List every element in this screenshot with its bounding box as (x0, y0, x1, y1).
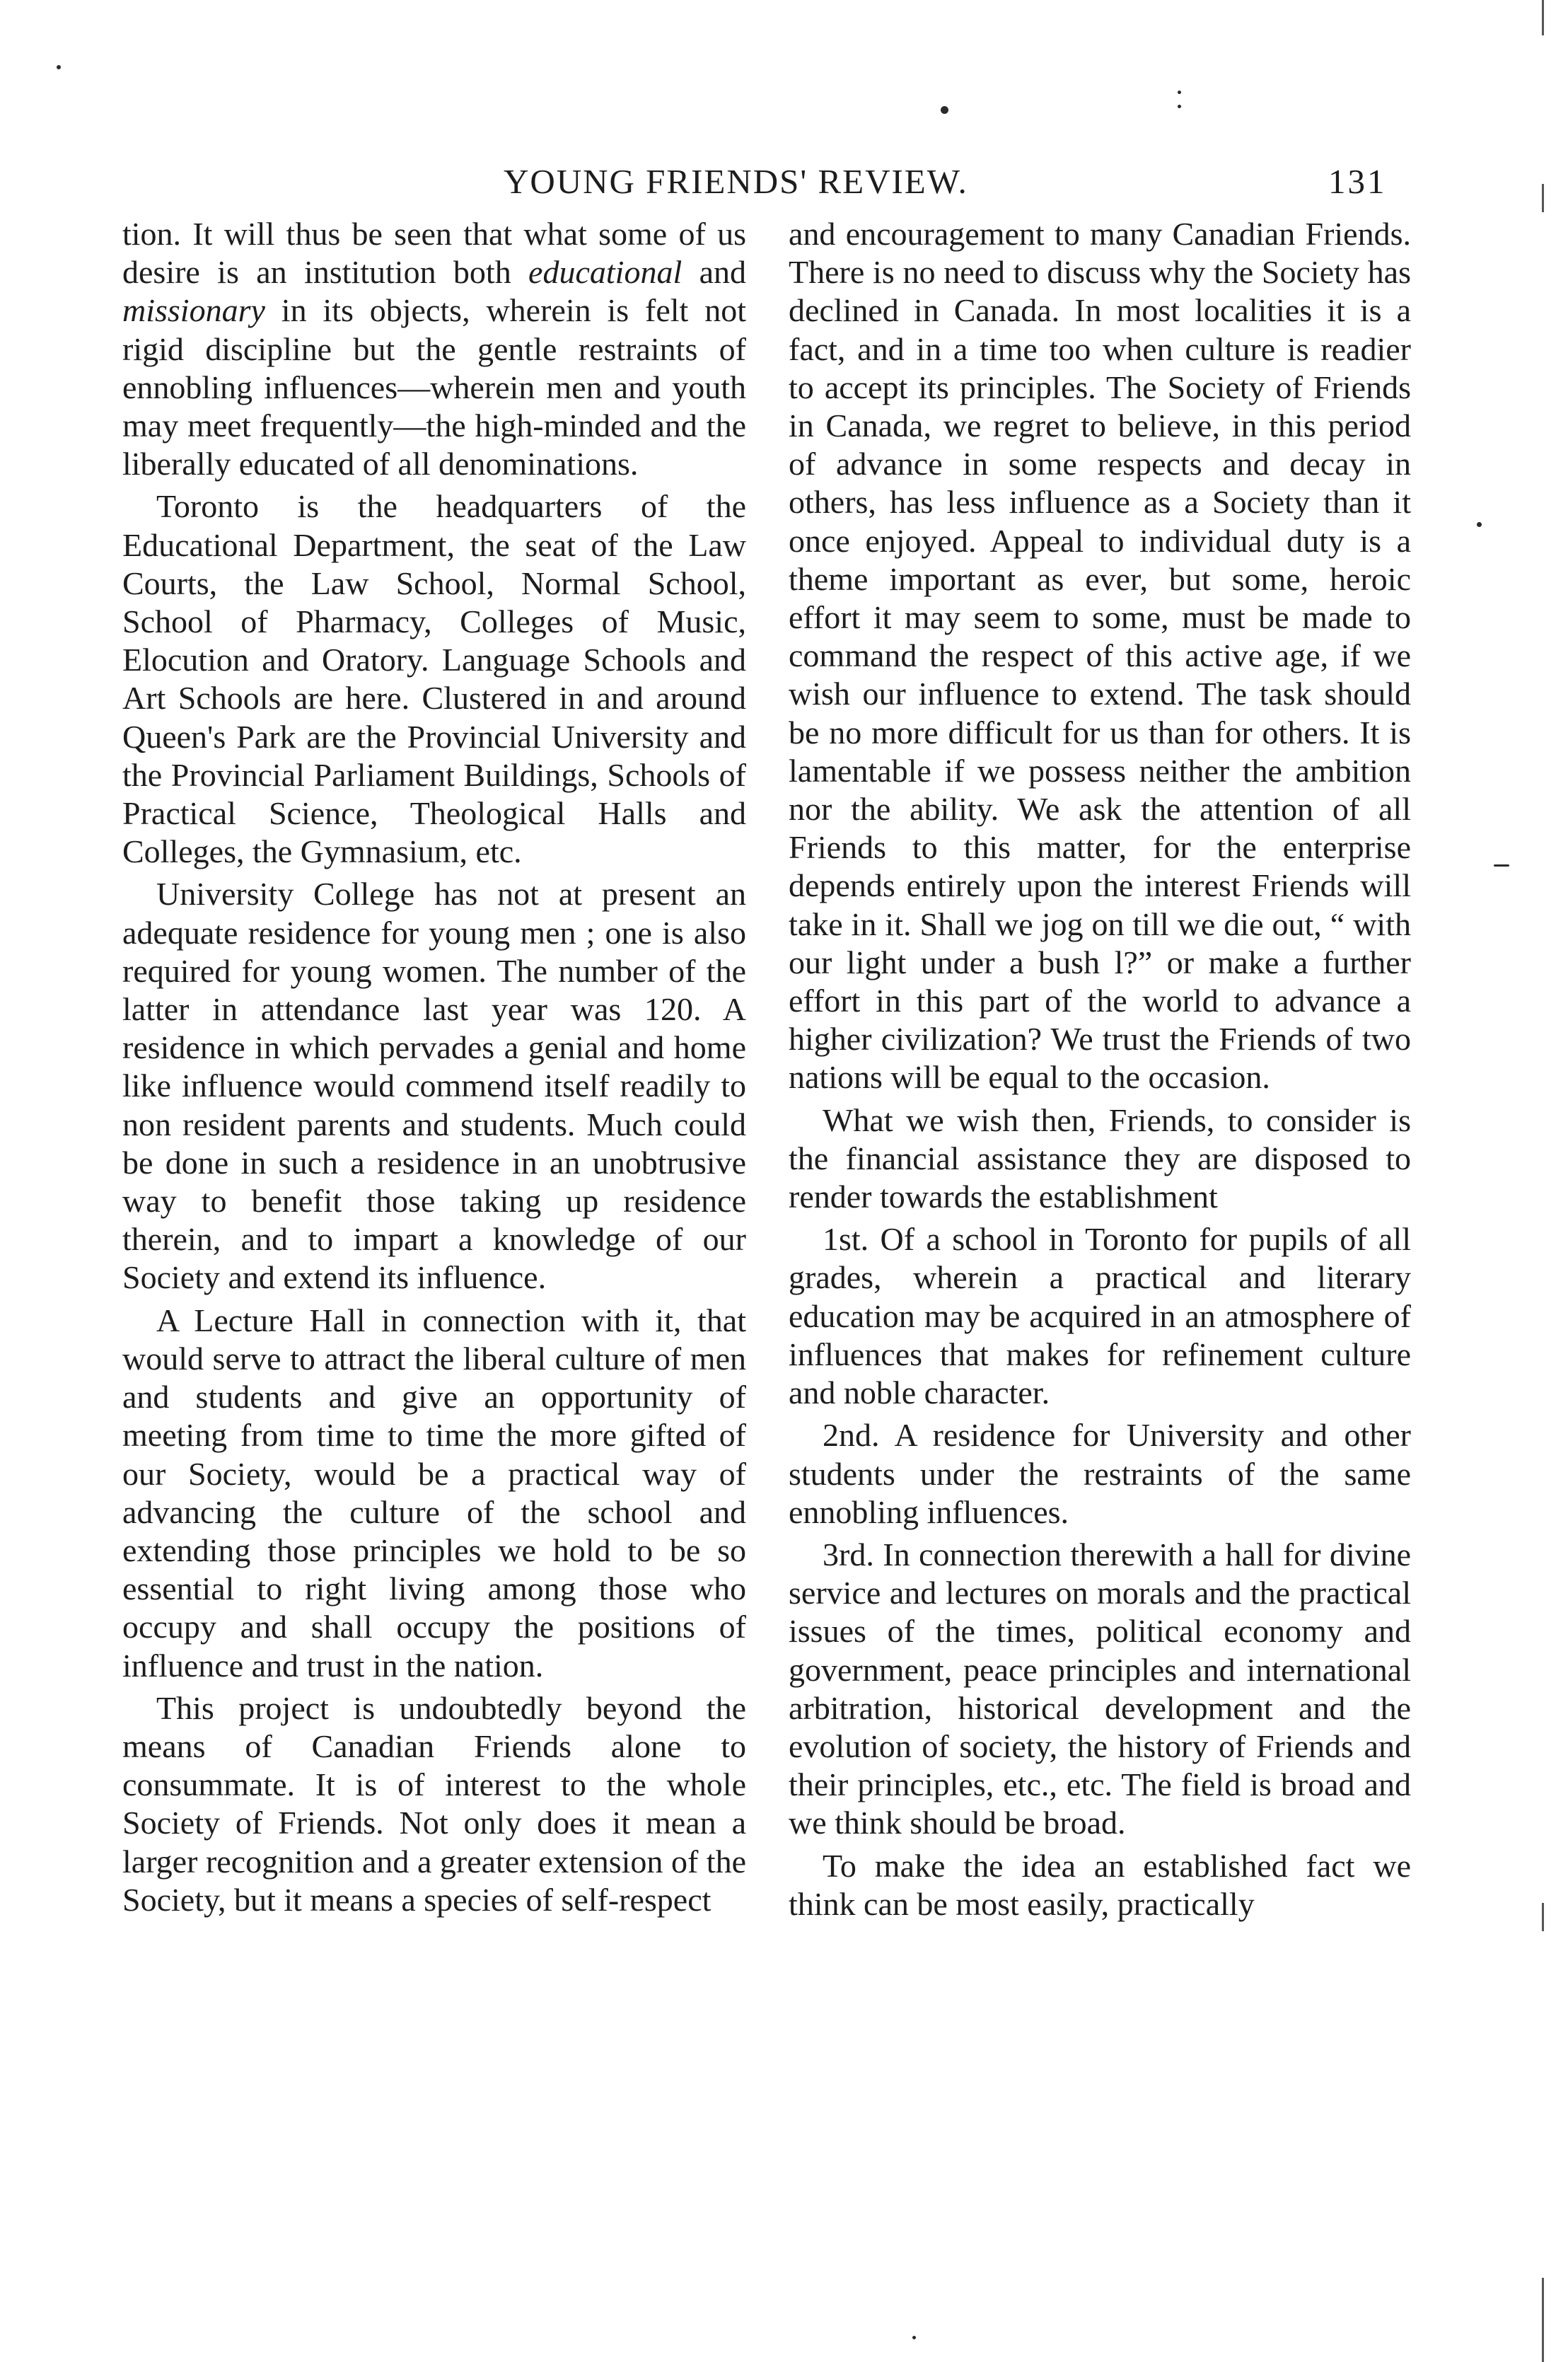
right-paragraph-5: 3rd. In connection therewith a hall for divine service and lectures on morals and the practical issues of the times, political economy and government, peace principles and international arbitration, historical development and the evolution of society, the history of Friends and their principles, etc., etc. The field is broad and we think should be broad. (789, 1536, 1411, 1841)
right-paragraph-6: To make the idea an established fact we think can be most easily, practically (789, 1847, 1411, 1922)
scan-speck (941, 106, 948, 114)
right-column (789, 215, 1411, 1928)
left-paragraph-5: This project is undoubtedly beyond the means of Canadian Friends alone to consummate. It is of interest to the whole Society of Friends. Not only does it mean a larger recognition and a greater extension of the Society, but it means a species of self-respect (122, 1689, 746, 1918)
scan-edge-mark (1542, 1903, 1544, 1931)
left-column (122, 215, 746, 1923)
right-paragraph-3: 1st. Of a school in Toronto for pupils of all grades, wherein a practical and literary education may be acquired in an atmosphere of influences that makes for refinement culture and noble character. (789, 1221, 1411, 1411)
scan-speck (1178, 105, 1181, 108)
left-p1-italic-educational: educational (528, 254, 683, 291)
left-paragraph-2: Toronto is the headquarters of the Educational Department, the seat of the Law Courts, the Law School, Normal School, School of Pharmacy, Colleges of Music, Elocution and Oratory. Language Schools and Art Schools are here. Clustered in and around Queen's Park are the Provincial University and the Provincial Parliament Buildings, Schools of Practical Science, Theological Halls and Colleges, the Gymnasium, etc. (122, 488, 746, 870)
left-p1-end: in its objects, wherein is felt not rigid discipline but the gentle restraints of ennobling influences—wherein men and youth may meet frequently—the high-minded and the liberally educated of all denominations. (122, 292, 746, 482)
scan-speck (1178, 91, 1181, 94)
scan-speck (57, 65, 61, 69)
left-p1-mid: and (682, 254, 747, 291)
scan-speck (1494, 864, 1509, 867)
scan-edge-mark (1542, 184, 1544, 212)
left-paragraph-1 (122, 215, 746, 483)
right-paragraph-4: 2nd. A residence for University and other students under the restraints of the same ennobling influences. (789, 1417, 1411, 1530)
left-paragraph-4: A Lecture Hall in connection with it, that would serve to attract the liberal culture of men and students and give an opportunity of meeting from time to time the more gifted of our Society, would be a practical way of advancing the culture of the school and extending those principles we hold to be so essential to right living among those who occupy and shall occupy the positions of influence and trust in the nation. (122, 1302, 746, 1684)
scan-speck (912, 2336, 916, 2339)
right-paragraph-2: What we wish then, Friends, to consider is the financial assistance they are disposed to render towards the establishment (789, 1101, 1411, 1215)
page-number: 131 (1328, 162, 1387, 201)
scan-speck (1477, 522, 1482, 527)
scan-edge-mark (1542, 0, 1544, 35)
left-p1-italic-missionary: missionary (122, 292, 265, 329)
left-paragraph-3: University College has not at present an adequate residence for young men ; one is also required for young women. The number of the latter in attendance last year was 120. A residence in which pervades a genial and home like influence would commend itself readily to non resident parents and students. Much could be done in such a residence in an unobtrusive way to benefit those taking up residence therein, and to impart a knowledge of our Society and extend its influence. (122, 876, 746, 1296)
journal-title: YOUNG FRIENDS' REVIEW. (504, 162, 968, 201)
left-p1-start: tion. It will thus be seen that what some of us desire is an institution both (122, 216, 746, 291)
scan-edge-mark (1542, 2278, 1544, 2362)
right-paragraph-1: and encouragement to many Canadian Friends. There is no need to discuss why the Society has declined in Canada. In most localities it is a fact, and in a time too when culture is readier to accept its principles. The Society of Friends in Canada, we regret to believe, in this period of advance in some respects and decay in others, has less influence as a Society than it once enjoyed. Appeal to individual duty is a theme important as ever, but some, heroic effort it may seem to some, must be made to command the respect of this active age, if we wish our influence to extend. The task should be no more difficult for us than for others. It is lamentable if we possess neither the ambition nor the ability. We ask the attention of all Friends to this matter, for the enterprise depends entirely upon the interest Friends will take in it. Shall we jog on till we die out, “ with our light under a bush l?” or make a further effort in this part of the world to advance a higher civilization? We trust the Friends of two nations will be equal to the occasion. (789, 216, 1411, 1096)
running-head (0, 157, 1568, 207)
